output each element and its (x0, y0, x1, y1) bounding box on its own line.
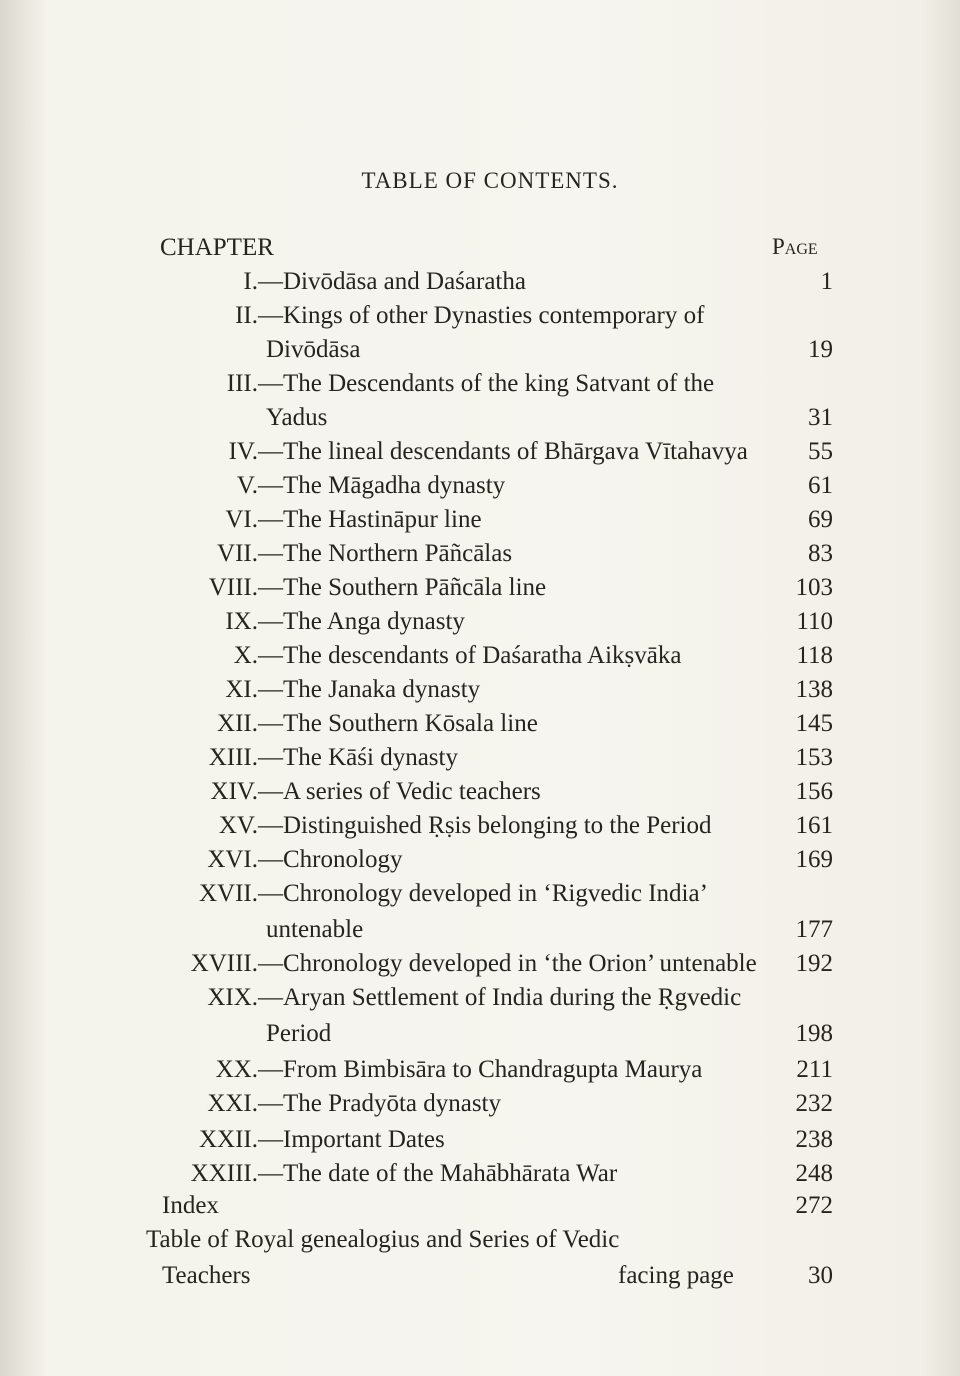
chapter-title: Teachers (162, 1262, 251, 1289)
chapter-number: XXI. (207, 1090, 258, 1117)
page-number: 118 (796, 642, 833, 669)
toc-page-row (0, 268, 960, 302)
toc-entry-line (0, 1226, 960, 1260)
page-number: 138 (795, 676, 833, 703)
facing-page-note: facing page (618, 1262, 734, 1289)
chapter-title: —Chronology developed in ‘Rigvedic India’ (258, 880, 708, 907)
chapter-title: —The date of the Mahābhārata War (258, 1160, 618, 1187)
chapter-title: untenable (266, 916, 364, 943)
toc-page-row (0, 916, 960, 950)
chapter-number: XI. (225, 676, 258, 703)
toc-page-row (0, 1090, 960, 1124)
toc-entry-line (0, 302, 960, 336)
chapter-number: IV. (228, 438, 258, 465)
chapter-number: XIX. (207, 984, 258, 1011)
page-number: 55 (808, 438, 833, 465)
toc-page-row (0, 608, 960, 642)
toc-page-row (0, 438, 960, 472)
toc-page-row (0, 1192, 960, 1226)
toc-page-row (0, 1126, 960, 1160)
page-number: 103 (795, 574, 833, 601)
page-column-header: Page (772, 234, 818, 259)
chapter-number: II. (235, 302, 258, 329)
page-number: 232 (795, 1090, 833, 1117)
page-number: 161 (795, 812, 833, 839)
toc-entry-line (0, 880, 960, 914)
chapter-title: —Divōdāsa and Daśaratha (258, 268, 526, 295)
chapter-title: —The Māgadha dynasty (258, 472, 506, 499)
chapter-number: XXIII. (190, 1160, 258, 1187)
chapter-number: XVII. (198, 880, 258, 907)
chapter-number: XVI. (207, 846, 258, 873)
chapter-title: —The descendants of Daśaratha Aikṣvāka (258, 642, 682, 669)
page-number: 30 (808, 1262, 833, 1289)
chapter-number: XII. (217, 710, 258, 737)
toc-page-row (0, 336, 960, 370)
page-number: 198 (795, 1020, 833, 1047)
page-title: TABLE OF CONTENTS. (361, 168, 619, 193)
page-number: 61 (808, 472, 833, 499)
toc-page-row (0, 1262, 960, 1296)
toc-page-row (0, 472, 960, 506)
chapter-title: Table of Royal genealogius and Series of Vedic (146, 1226, 620, 1253)
chapter-number: X. (233, 642, 258, 669)
page-number: 69 (808, 506, 833, 533)
chapter-title: Divōdāsa (266, 336, 361, 363)
chapter-number: XVIII. (190, 950, 258, 977)
toc-page-row (0, 778, 960, 812)
chapter-number: V. (236, 472, 258, 499)
chapter-title: —The Northern Pāñcālas (258, 540, 513, 567)
chapter-title: Index (162, 1192, 219, 1219)
chapter-number: III. (226, 370, 258, 397)
chapter-column-header: CHAPTER (160, 234, 274, 261)
page-number: 83 (808, 540, 833, 567)
toc-page-row (0, 574, 960, 608)
chapter-number: XIV. (210, 778, 258, 805)
chapter-title: —The Pradyōta dynasty (258, 1090, 502, 1117)
page-number: 192 (795, 950, 833, 977)
toc-page-row (0, 642, 960, 676)
toc-page-row (0, 710, 960, 744)
chapter-number: I. (243, 268, 258, 295)
chapter-number: XIII. (208, 744, 258, 771)
page-number: 238 (795, 1126, 833, 1153)
page-number: 1 (820, 268, 833, 295)
chapter-number: IX. (225, 608, 258, 635)
chapter-title: —The Kāśi dynasty (258, 744, 458, 771)
chapter-title: —The lineal descendants of Bhārgava Vītahavya (258, 438, 748, 465)
chapter-number: XX. (215, 1056, 258, 1083)
page-number: 19 (808, 336, 833, 363)
toc-page-row (0, 846, 960, 880)
chapter-title: —Important Dates (258, 1126, 445, 1153)
chapter-title: —The Southern Pāñcāla line (258, 574, 547, 601)
page-number: 110 (796, 608, 833, 635)
chapter-title: —Chronology developed in ‘the Orion’ untenable (258, 950, 757, 977)
chapter-number: VII. (217, 540, 258, 567)
chapter-title: —From Bimbisāra to Chandragupta Maurya (258, 1056, 703, 1083)
toc-entry-line (0, 984, 960, 1018)
page-number: 156 (795, 778, 833, 805)
toc-page-row (0, 950, 960, 984)
chapter-title: —The Southern Kōsala line (258, 710, 538, 737)
chapter-title: —Chronology (258, 846, 403, 873)
chapter-title: —The Descendants of the king Satvant of the (258, 370, 715, 397)
toc-page-row (0, 744, 960, 778)
chapter-number: VI. (225, 506, 258, 533)
page-number: 272 (795, 1192, 833, 1219)
page-number: 177 (795, 916, 833, 943)
page-number: 169 (795, 846, 833, 873)
chapter-title: —The Anga dynasty (258, 608, 465, 635)
toc-page-row (0, 1160, 960, 1194)
toc-page-row (0, 812, 960, 846)
chapter-title: —The Hastināpur line (258, 506, 482, 533)
chapter-number: XXII. (198, 1126, 258, 1153)
chapter-title: —Aryan Settlement of India during the Ṛgvedic (258, 984, 742, 1011)
chapter-title: —Distinguished Ṛṣis belonging to the Period (258, 812, 712, 839)
page-number: 145 (795, 710, 833, 737)
page-number: 31 (808, 404, 833, 431)
chapter-title: —A series of Vedic teachers (258, 778, 541, 805)
toc-page-row (0, 1020, 960, 1054)
chapter-title: Period (266, 1020, 332, 1047)
toc-entry-line (0, 370, 960, 404)
chapter-title: —Kings of other Dynasties contemporary of (258, 302, 705, 329)
page-number: 211 (796, 1056, 833, 1083)
toc-page-row (0, 676, 960, 710)
toc-page-row (0, 506, 960, 540)
chapter-number: XV. (218, 812, 258, 839)
toc-page-row (0, 540, 960, 574)
chapter-title: —The Janaka dynasty (258, 676, 481, 703)
page-number: 153 (795, 744, 833, 771)
toc-page-row (0, 404, 960, 438)
chapter-title: Yadus (266, 404, 328, 431)
page-number: 248 (795, 1160, 833, 1187)
toc-page-row (0, 1056, 960, 1090)
chapter-number: VIII. (208, 574, 258, 601)
